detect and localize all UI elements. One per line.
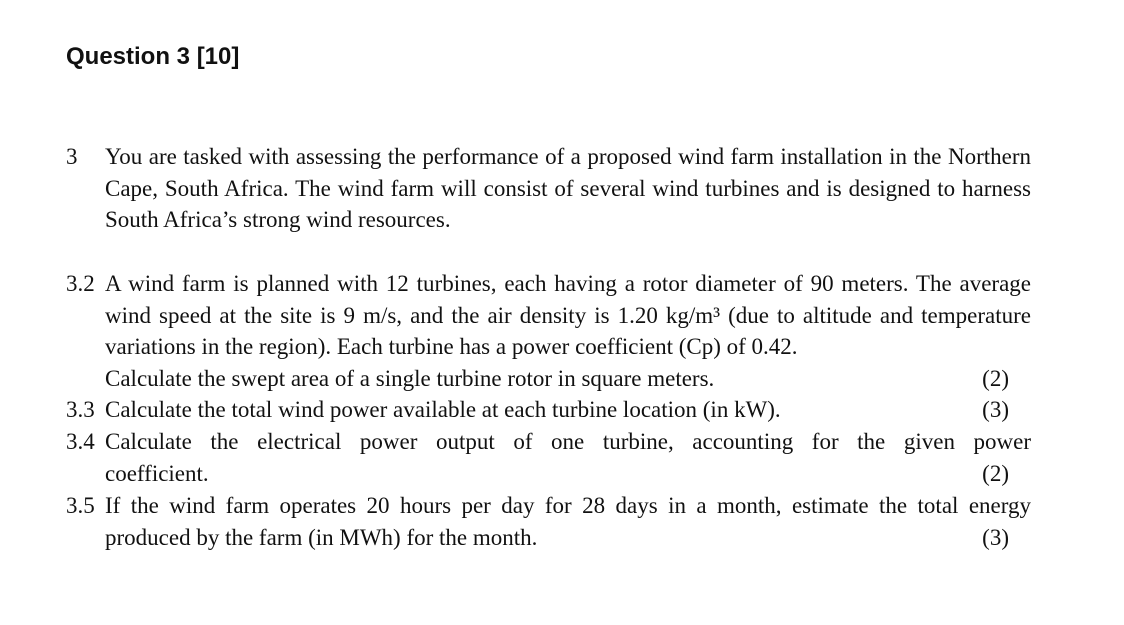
sub-question-number: 3.3 <box>66 397 95 422</box>
sub-question-3-4 <box>66 426 1031 489</box>
sub-question-3-2 <box>66 268 1031 394</box>
sub-question-text: A wind farm is planned with 12 turbines, each having a rotor diameter of 90 meters. The average wind speed at the site is 9 m/s, and the air density is 1.20 kg/m³ (due to altitude and temperature variations in the region). Each turbine has a power coefficient (Cp) of 0.42. <box>105 271 1031 359</box>
sub-question-number: 3.2 <box>66 271 95 296</box>
question-heading: Question 3 [10] <box>66 43 240 70</box>
sub-question-last-line: coefficient. <box>105 460 209 486</box>
marks-label: (2) <box>982 365 1009 391</box>
marks-label: (3) <box>982 397 1009 422</box>
sub-question-last-line: Calculate the total wind power available at each turbine location (in kW). <box>105 397 781 422</box>
sub-question-text: If the wind farm operates 20 hours per day for 28 days in a month, estimate the total energy <box>105 493 1031 518</box>
question-intro <box>66 141 1031 236</box>
sub-question-last-line: produced by the farm (in MWh) for the month. <box>105 524 538 550</box>
sub-question-3-5 <box>66 490 1031 553</box>
intro-number: 3 <box>66 144 78 169</box>
marks-label: (2) <box>982 460 1009 486</box>
sub-question-last-line: Calculate the swept area of a single turbine rotor in square meters. <box>105 365 715 391</box>
sub-question-3-3 <box>66 394 1031 426</box>
sub-question-text: Calculate the electrical power output of one turbine, accounting for the given power <box>105 429 1031 454</box>
marks-label: (3) <box>982 524 1009 550</box>
sub-question-number: 3.5 <box>66 493 95 518</box>
sub-question-number: 3.4 <box>66 429 95 454</box>
intro-text: You are tasked with assessing the performance of a proposed wind farm installation in the Northern Cape, South Africa. The wind farm will consist of several wind turbines and is designed to harness South Africa’s strong wind resources. <box>105 144 1031 232</box>
